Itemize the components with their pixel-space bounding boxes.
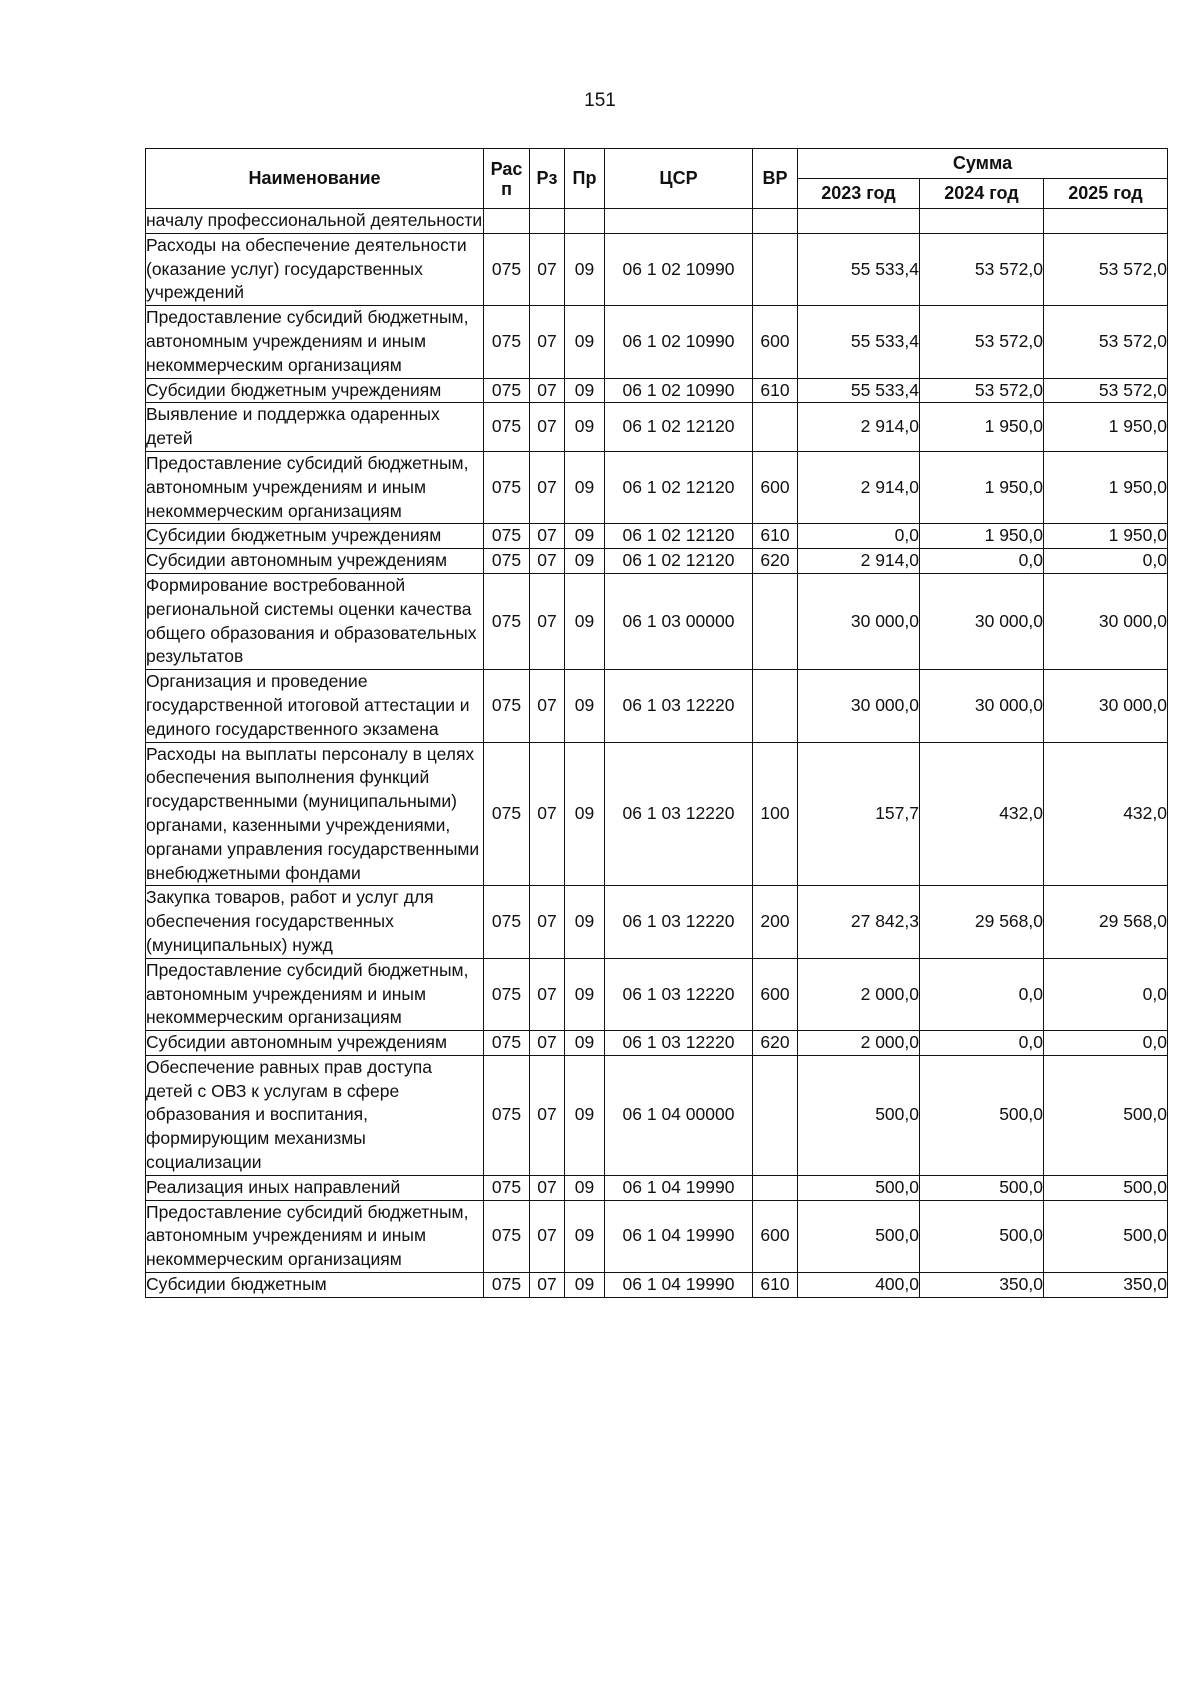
cell-sum-2023: 2 000,0 — [798, 958, 920, 1030]
header-pr: Пр — [565, 149, 605, 209]
cell-sum-2023: 2 914,0 — [798, 451, 920, 523]
cell-rz: 07 — [530, 670, 565, 742]
cell-pr: 09 — [565, 1175, 605, 1200]
cell-rasp: 075 — [484, 1200, 530, 1272]
cell-csr: 06 1 03 00000 — [605, 573, 753, 669]
table-body — [146, 209, 1168, 1298]
header-year-2023: 2023 год — [798, 179, 920, 209]
cell-name: Закупка товаров, работ и услуг для обеспечения государственных (муниципальных) нужд — [146, 886, 484, 958]
cell-sum-2024: 432,0 — [920, 742, 1044, 886]
cell-name: Предоставление субсидий бюджетным, автономным учреждениям и иным некоммерческим организациям — [146, 1200, 484, 1272]
cell-sum-2023: 157,7 — [798, 742, 920, 886]
cell-pr: 09 — [565, 573, 605, 669]
cell-rasp: 075 — [484, 742, 530, 886]
table-row — [146, 958, 1168, 1030]
cell-pr: 09 — [565, 1273, 605, 1298]
cell-csr: 06 1 04 00000 — [605, 1055, 753, 1175]
cell-sum-2024: 500,0 — [920, 1055, 1044, 1175]
cell-vr: 620 — [753, 549, 798, 574]
cell-vr: 600 — [753, 306, 798, 378]
cell-sum-2024: 30 000,0 — [920, 573, 1044, 669]
cell-csr: 06 1 02 10990 — [605, 233, 753, 305]
cell-name: Расходы на выплаты персоналу в целях обеспечения выполнения функций государственными (муниципальными) органами, казенными учреждениями, органами управления государственными внебюджетными фондами — [146, 742, 484, 886]
cell-vr — [753, 573, 798, 669]
cell-pr: 09 — [565, 378, 605, 403]
cell-rasp — [484, 209, 530, 234]
cell-sum-2023: 30 000,0 — [798, 573, 920, 669]
table-row — [146, 403, 1168, 452]
cell-rasp: 075 — [484, 524, 530, 549]
cell-sum-2025: 53 572,0 — [1044, 306, 1168, 378]
header-row-1 — [146, 149, 1168, 179]
cell-sum-2023: 2 914,0 — [798, 549, 920, 574]
cell-csr: 06 1 03 12220 — [605, 742, 753, 886]
table-row — [146, 233, 1168, 305]
cell-rz: 07 — [530, 549, 565, 574]
cell-sum-2025: 500,0 — [1044, 1055, 1168, 1175]
cell-pr: 09 — [565, 670, 605, 742]
cell-name: Обеспечение равных прав доступа детей с ОВЗ к услугам в сфере образования и воспитания, формирующим механизмы социализации — [146, 1055, 484, 1175]
cell-sum-2023: 2 914,0 — [798, 403, 920, 452]
cell-pr: 09 — [565, 549, 605, 574]
cell-rz: 07 — [530, 886, 565, 958]
cell-vr — [753, 670, 798, 742]
cell-name: Субсидии автономным учреждениям — [146, 1031, 484, 1056]
cell-rz: 07 — [530, 451, 565, 523]
table-row — [146, 306, 1168, 378]
cell-rz: 07 — [530, 742, 565, 886]
cell-pr: 09 — [565, 886, 605, 958]
cell-sum-2025: 350,0 — [1044, 1273, 1168, 1298]
cell-sum-2025: 0,0 — [1044, 549, 1168, 574]
cell-pr: 09 — [565, 233, 605, 305]
table-row — [146, 209, 1168, 234]
cell-pr: 09 — [565, 524, 605, 549]
cell-sum-2025: 30 000,0 — [1044, 670, 1168, 742]
cell-sum-2023 — [798, 209, 920, 234]
cell-sum-2025 — [1044, 209, 1168, 234]
cell-rz: 07 — [530, 1175, 565, 1200]
header-sum: Сумма — [798, 149, 1168, 179]
cell-name: Субсидии бюджетным учреждениям — [146, 524, 484, 549]
cell-sum-2023: 400,0 — [798, 1273, 920, 1298]
cell-sum-2025: 0,0 — [1044, 958, 1168, 1030]
cell-sum-2023: 500,0 — [798, 1055, 920, 1175]
table-row — [146, 573, 1168, 669]
table-row — [146, 378, 1168, 403]
cell-rz: 07 — [530, 1200, 565, 1272]
cell-csr: 06 1 03 12220 — [605, 958, 753, 1030]
cell-sum-2024: 53 572,0 — [920, 233, 1044, 305]
cell-vr: 600 — [753, 958, 798, 1030]
cell-vr — [753, 1175, 798, 1200]
cell-sum-2024: 29 568,0 — [920, 886, 1044, 958]
cell-name: Организация и проведение государственной итоговой аттестации и единого государственного экзамена — [146, 670, 484, 742]
cell-rasp: 075 — [484, 1273, 530, 1298]
header-vr: ВР — [753, 149, 798, 209]
cell-pr: 09 — [565, 1031, 605, 1056]
table-row — [146, 1175, 1168, 1200]
header-csr: ЦСР — [605, 149, 753, 209]
cell-rasp: 075 — [484, 573, 530, 669]
table-row — [146, 742, 1168, 886]
cell-sum-2023: 0,0 — [798, 524, 920, 549]
cell-rz — [530, 209, 565, 234]
cell-rasp: 075 — [484, 403, 530, 452]
header-rasp: Рас п — [484, 149, 530, 209]
cell-sum-2024: 0,0 — [920, 1031, 1044, 1056]
cell-rasp: 075 — [484, 549, 530, 574]
cell-sum-2024 — [920, 209, 1044, 234]
cell-sum-2023: 500,0 — [798, 1200, 920, 1272]
cell-sum-2024: 30 000,0 — [920, 670, 1044, 742]
table-row — [146, 1200, 1168, 1272]
cell-sum-2024: 500,0 — [920, 1175, 1044, 1200]
cell-sum-2023: 27 842,3 — [798, 886, 920, 958]
cell-rz: 07 — [530, 1273, 565, 1298]
cell-sum-2025: 1 950,0 — [1044, 451, 1168, 523]
cell-csr: 06 1 02 10990 — [605, 306, 753, 378]
cell-csr: 06 1 02 10990 — [605, 378, 753, 403]
cell-csr: 06 1 02 12120 — [605, 451, 753, 523]
cell-name: Предоставление субсидий бюджетным, автономным учреждениям и иным некоммерческим организациям — [146, 306, 484, 378]
cell-vr: 600 — [753, 1200, 798, 1272]
cell-sum-2024: 1 950,0 — [920, 524, 1044, 549]
table-row — [146, 1273, 1168, 1298]
cell-sum-2025: 432,0 — [1044, 742, 1168, 886]
cell-sum-2025: 1 950,0 — [1044, 524, 1168, 549]
cell-sum-2024: 1 950,0 — [920, 403, 1044, 452]
cell-csr: 06 1 04 19990 — [605, 1273, 753, 1298]
cell-rasp: 075 — [484, 451, 530, 523]
cell-rasp: 075 — [484, 1031, 530, 1056]
cell-name: Формирование востребованной региональной системы оценки качества общего образования и образовательных результатов — [146, 573, 484, 669]
cell-rz: 07 — [530, 403, 565, 452]
cell-rz: 07 — [530, 233, 565, 305]
cell-vr: 610 — [753, 1273, 798, 1298]
cell-sum-2024: 53 572,0 — [920, 378, 1044, 403]
cell-vr — [753, 233, 798, 305]
cell-rasp: 075 — [484, 670, 530, 742]
table-row — [146, 1031, 1168, 1056]
cell-name: Предоставление субсидий бюджетным, автономным учреждениям и иным некоммерческим организациям — [146, 958, 484, 1030]
cell-sum-2025: 1 950,0 — [1044, 403, 1168, 452]
header-year-2025: 2025 год — [1044, 179, 1168, 209]
cell-rasp: 075 — [484, 886, 530, 958]
cell-rasp: 075 — [484, 958, 530, 1030]
cell-rasp: 075 — [484, 306, 530, 378]
budget-table — [145, 148, 1168, 1298]
cell-sum-2023: 55 533,4 — [798, 378, 920, 403]
cell-pr — [565, 209, 605, 234]
cell-name: Субсидии бюджетным учреждениям — [146, 378, 484, 403]
header-rz: Рз — [530, 149, 565, 209]
cell-name: Расходы на обеспечение деятельности (оказание услуг) государственных учреждений — [146, 233, 484, 305]
cell-pr: 09 — [565, 403, 605, 452]
cell-vr — [753, 403, 798, 452]
cell-sum-2023: 55 533,4 — [798, 233, 920, 305]
cell-csr: 06 1 02 12120 — [605, 524, 753, 549]
cell-pr: 09 — [565, 306, 605, 378]
cell-sum-2025: 500,0 — [1044, 1175, 1168, 1200]
cell-csr: 06 1 04 19990 — [605, 1175, 753, 1200]
cell-sum-2023: 500,0 — [798, 1175, 920, 1200]
cell-name: Выявление и поддержка одаренных детей — [146, 403, 484, 452]
page-number: 151 — [584, 90, 616, 111]
cell-rz: 07 — [530, 378, 565, 403]
cell-sum-2025: 30 000,0 — [1044, 573, 1168, 669]
cell-rz: 07 — [530, 958, 565, 1030]
cell-sum-2024: 0,0 — [920, 549, 1044, 574]
table-row — [146, 670, 1168, 742]
cell-rasp: 075 — [484, 378, 530, 403]
cell-rasp: 075 — [484, 1175, 530, 1200]
cell-rz: 07 — [530, 1055, 565, 1175]
cell-csr: 06 1 03 12220 — [605, 1031, 753, 1056]
table-row — [146, 886, 1168, 958]
cell-vr: 600 — [753, 451, 798, 523]
cell-pr: 09 — [565, 958, 605, 1030]
cell-name: Субсидии бюджетным — [146, 1273, 484, 1298]
table-row — [146, 1055, 1168, 1175]
cell-csr: 06 1 04 19990 — [605, 1200, 753, 1272]
cell-sum-2024: 53 572,0 — [920, 306, 1044, 378]
cell-vr — [753, 209, 798, 234]
cell-rz: 07 — [530, 1031, 565, 1056]
cell-sum-2025: 500,0 — [1044, 1200, 1168, 1272]
cell-name: началу профессиональной деятельности — [146, 209, 484, 234]
cell-csr: 06 1 02 12120 — [605, 403, 753, 452]
cell-sum-2023: 2 000,0 — [798, 1031, 920, 1056]
cell-csr: 06 1 02 12120 — [605, 549, 753, 574]
header-year-2024: 2024 год — [920, 179, 1044, 209]
cell-sum-2024: 0,0 — [920, 958, 1044, 1030]
cell-sum-2025: 29 568,0 — [1044, 886, 1168, 958]
cell-vr: 200 — [753, 886, 798, 958]
cell-vr — [753, 1055, 798, 1175]
cell-vr: 620 — [753, 1031, 798, 1056]
cell-rz: 07 — [530, 573, 565, 669]
table-row — [146, 524, 1168, 549]
cell-sum-2023: 55 533,4 — [798, 306, 920, 378]
cell-pr: 09 — [565, 1055, 605, 1175]
cell-name: Реализация иных направлений — [146, 1175, 484, 1200]
cell-pr: 09 — [565, 451, 605, 523]
cell-sum-2024: 1 950,0 — [920, 451, 1044, 523]
cell-sum-2025: 53 572,0 — [1044, 378, 1168, 403]
cell-csr — [605, 209, 753, 234]
cell-rz: 07 — [530, 306, 565, 378]
header-name: Наименование — [146, 149, 484, 209]
cell-name: Субсидии автономным учреждениям — [146, 549, 484, 574]
cell-name: Предоставление субсидий бюджетным, автономным учреждениям и иным некоммерческим организациям — [146, 451, 484, 523]
cell-rz: 07 — [530, 524, 565, 549]
cell-rasp: 075 — [484, 1055, 530, 1175]
cell-sum-2025: 53 572,0 — [1044, 233, 1168, 305]
cell-pr: 09 — [565, 742, 605, 886]
cell-sum-2024: 500,0 — [920, 1200, 1044, 1272]
cell-sum-2023: 30 000,0 — [798, 670, 920, 742]
cell-csr: 06 1 03 12220 — [605, 886, 753, 958]
table-row — [146, 549, 1168, 574]
cell-vr: 100 — [753, 742, 798, 886]
cell-vr: 610 — [753, 378, 798, 403]
cell-csr: 06 1 03 12220 — [605, 670, 753, 742]
cell-sum-2025: 0,0 — [1044, 1031, 1168, 1056]
table-row — [146, 451, 1168, 523]
cell-vr: 610 — [753, 524, 798, 549]
cell-sum-2024: 350,0 — [920, 1273, 1044, 1298]
cell-pr: 09 — [565, 1200, 605, 1272]
cell-rasp: 075 — [484, 233, 530, 305]
